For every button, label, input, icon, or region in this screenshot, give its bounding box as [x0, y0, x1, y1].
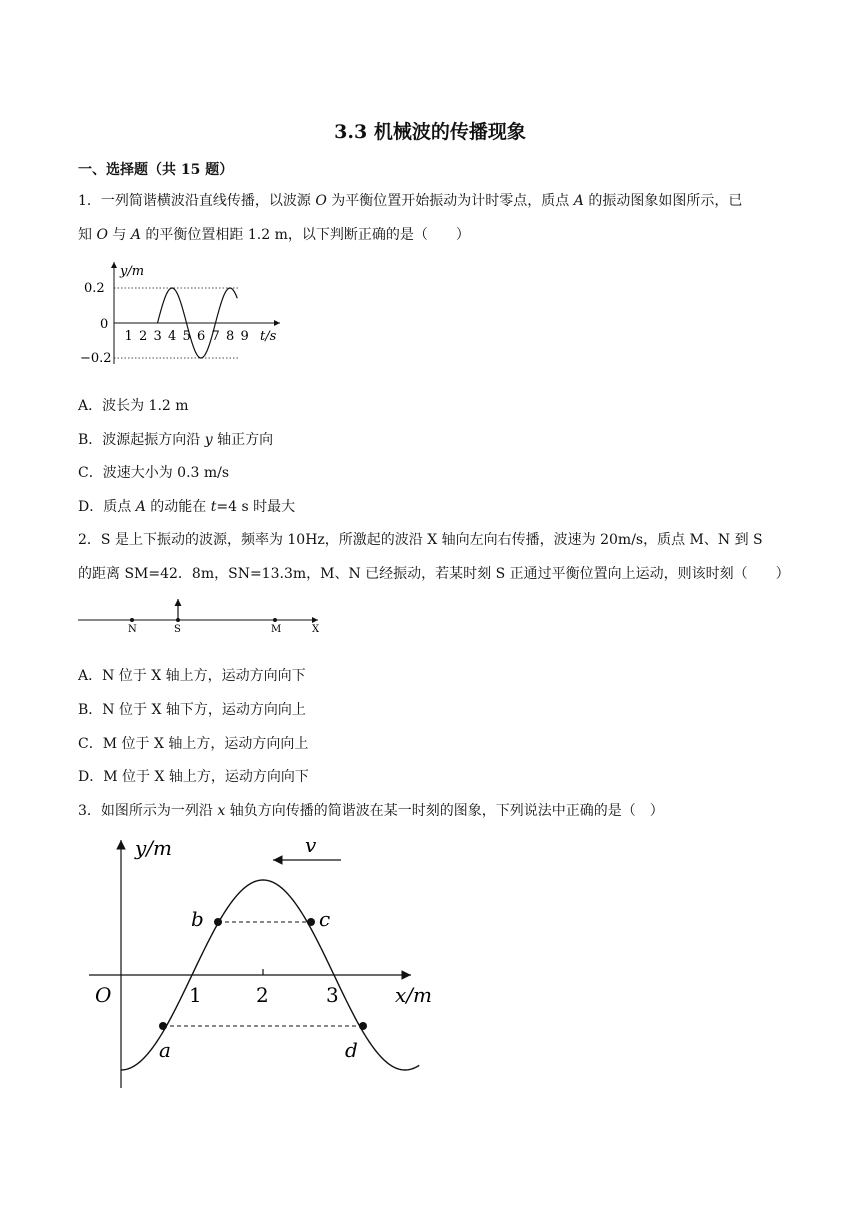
point-d: [359, 1022, 367, 1030]
q1-y-zero: 0: [100, 317, 109, 332]
q3-tick-1: 1: [189, 983, 202, 1007]
q2-option-d[interactable]: D．M 位于 X 轴上方，运动方向向下: [78, 769, 309, 785]
label-m: M: [271, 624, 282, 635]
q1-tick-9: 9: [240, 329, 249, 344]
q1-tick-4: 4: [168, 329, 177, 344]
q1-xlabel: t/s: [260, 329, 277, 344]
q1-tick-5: 5: [182, 329, 191, 344]
point-b: [214, 918, 222, 926]
q1-ylabel: y/m: [120, 264, 145, 279]
velocity-label: v: [305, 833, 317, 857]
q1-option-b[interactable]: B．波源起振方向沿 y 轴正方向: [78, 432, 274, 448]
point-m: [273, 618, 277, 622]
q1-tick-3: 3: [153, 329, 162, 344]
q2-option-c[interactable]: C．M 位于 X 轴上方，运动方向向上: [78, 736, 309, 752]
q1-tick-1: 1: [124, 329, 133, 344]
q1-tick-6: 6: [197, 329, 206, 344]
label-d: d: [345, 1038, 358, 1062]
q2-option-a[interactable]: A．N 位于 X 轴上方，运动方向向下: [78, 668, 306, 684]
q1-tick-2: 2: [139, 329, 148, 344]
label-b: b: [191, 907, 204, 931]
q3-xlabel: x/m: [395, 983, 432, 1007]
q1-tick-7: 7: [211, 329, 220, 344]
point-n: [130, 618, 134, 622]
point-s: [176, 618, 180, 622]
q1-option-a[interactable]: A．波长为 1.2 m: [78, 398, 189, 414]
q2-stem-line2: 的距离 SM=42．8m，SN=13.3m，M、N 已经振动，若某时刻 S 正通过平衡位置向上运动，则该时刻（ ）: [78, 566, 790, 582]
label-s: S: [174, 624, 181, 635]
q1-y-bottom: −0.2: [80, 351, 112, 366]
q1-stem-line1: 1．一列简谐横波沿直线传播，以波源 O 为平衡位置开始振动为计时零点，质点 A 的振动图象如图所示，已: [78, 193, 743, 209]
q3-origin: O: [95, 983, 112, 1007]
label-c: c: [319, 907, 331, 931]
q1-y-top: 0.2: [84, 281, 105, 296]
q2-option-b[interactable]: B．N 位于 X 轴下方，运动方向向上: [78, 702, 306, 718]
point-a: [159, 1022, 167, 1030]
q3-tick-3: 3: [326, 983, 339, 1007]
q3-wave-graph: [85, 830, 445, 1095]
q3-ylabel: y/m: [135, 836, 173, 860]
q3-tick-2: 2: [256, 983, 269, 1007]
label-n: N: [128, 624, 137, 635]
q2-position-diagram: [78, 593, 338, 638]
point-c: [307, 918, 315, 926]
q1-stem-line2: 知 O 与 A 的平衡位置相距 1.2 m，以下判断正确的是（ ）: [78, 227, 470, 243]
q1-option-d[interactable]: D．质点 A 的动能在 t=4 s 时最大: [78, 499, 296, 515]
section-heading: 一、选择题（共 15 题）: [78, 162, 234, 178]
q1-tick-8: 8: [226, 329, 235, 344]
q2-stem-line1: 2．S 是上下振动的波源，频率为 10Hz，所激起的波沿 X 轴向左向右传播，波速为 20m/s，质点 M、N 到 S: [78, 532, 763, 548]
q3-stem: 3．如图所示为一列沿 x 轴负方向传播的简谐波在某一时刻的图象，下列说法中正确的是（ ）: [78, 803, 664, 819]
document-title: 3.3 机械波的传播现象: [334, 121, 526, 143]
label-a: a: [159, 1038, 171, 1062]
label-x: X: [312, 624, 320, 635]
q1-option-c[interactable]: C．波速大小为 0.3 m/s: [78, 465, 230, 481]
q1-vibration-graph: [80, 256, 290, 371]
